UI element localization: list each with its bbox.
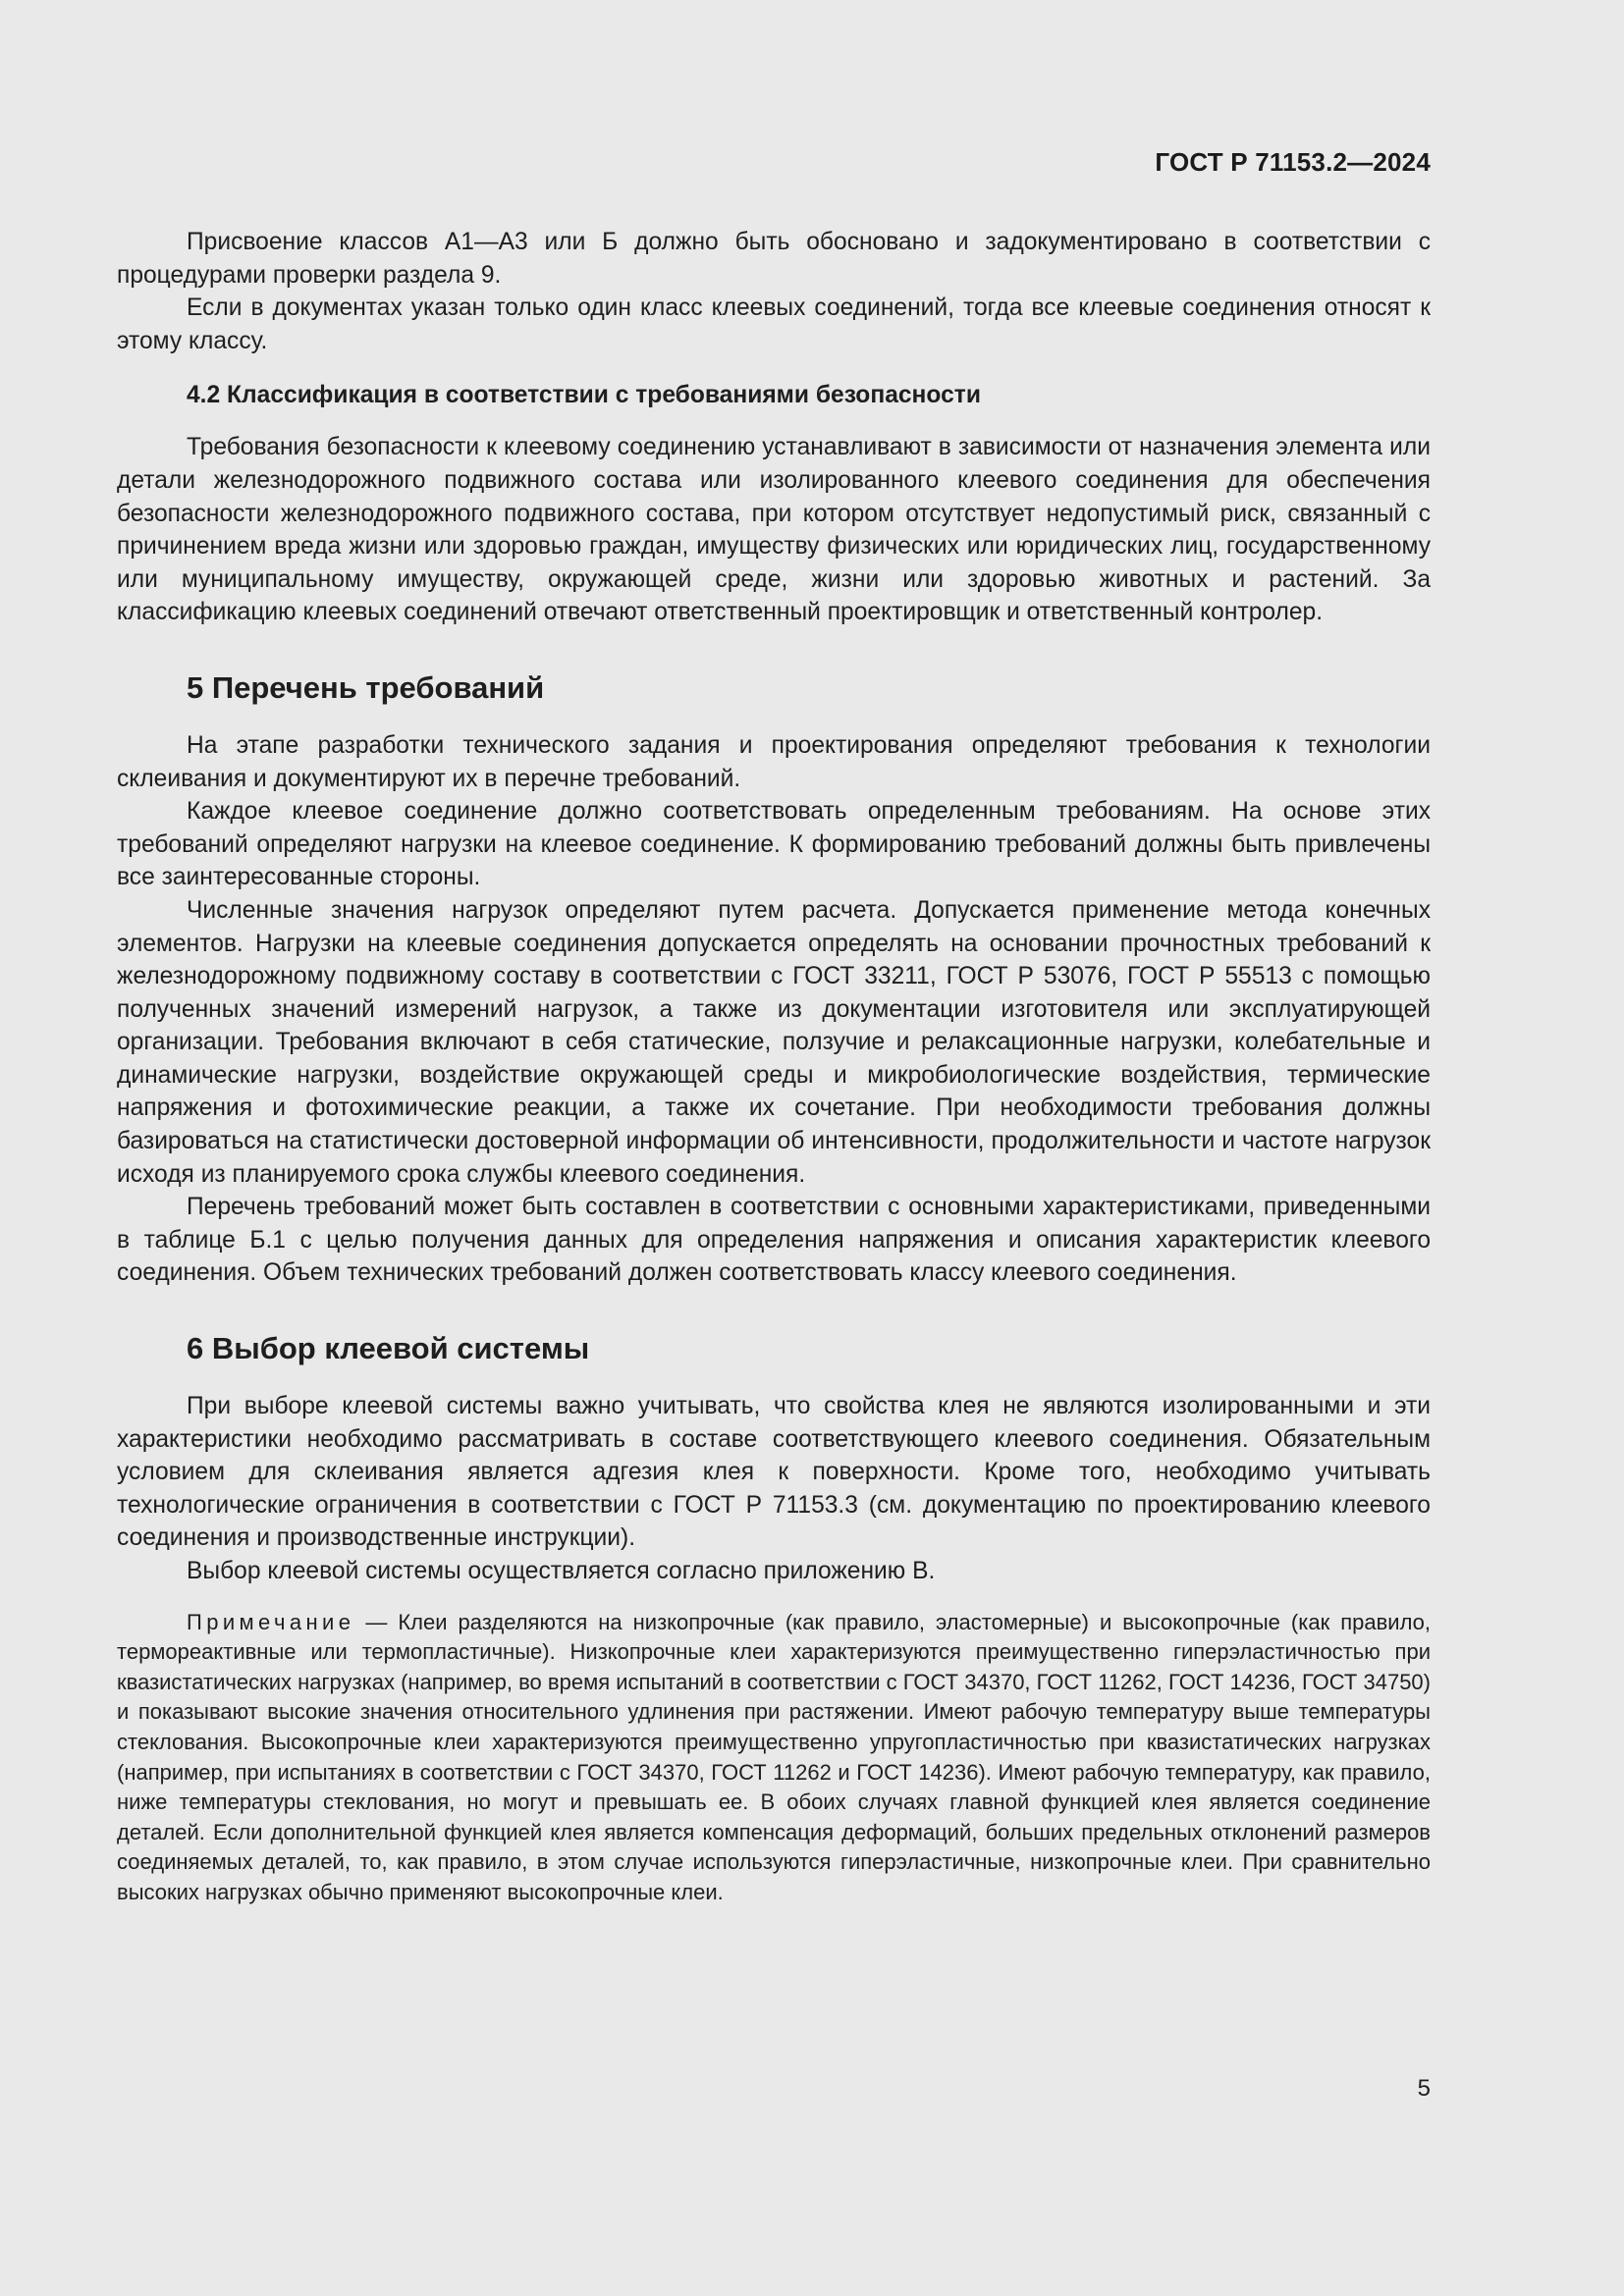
section-6-paragraph-1: При выборе клеевой системы важно учитывать, что свойства клея не являются изолированными и эти характеристики необходимо рассматривать в составе соответствующего клеевого соединения. Обязательным условием для склеивания является адгезия клея к поверхности. Кроме того, необходимо учитывать технологические ограничения в соответствии с ГОСТ Р 71153.3 (см. документацию по проектированию клеевого соединения и производственные инструкции). bbox=[117, 1393, 1431, 1552]
page-number: 5 bbox=[1417, 2075, 1431, 2102]
section-6-paragraph-2: Выбор клеевой системы осуществляется согласно приложению В. bbox=[187, 1558, 936, 1584]
document-id-header: ГОСТ Р 71153.2—2024 bbox=[1155, 147, 1431, 177]
section-5-paragraph-2: Каждое клеевое соединение должно соответствовать определенным требованиям. На основе этих требований определяют нагрузки на клеевое соединение. К формированию требований должны быть привлечены все заинтересованные стороны. bbox=[117, 798, 1431, 891]
subsection-heading-4-2: 4.2 Классификация в соответствии с требованиями безопасности bbox=[187, 382, 981, 409]
page-body bbox=[117, 226, 1431, 1908]
note-label: Примечание bbox=[187, 1609, 355, 1634]
section-5-paragraph-3: Численные значения нагрузок определяют путем расчета. Допускается применение метода конечных элементов. Нагрузки на клеевые соединения допускается определять на основании прочностных требований к железнодорожному подвижному составу в соответствии с ГОСТ 33211, ГОСТ Р 53076, ГОСТ Р 55513 с помощью полученных значений измерений нагрузок, а также из документации изготовителя или эксплуатирующей организации. Требования включают в себя статические, ползучие и релаксационные нагрузки, колебательные и динамические нагрузки, воздействие окружающей среды и микробиологические воздействия, термические напряжения и фотохимические реакции, а также их сочетание. При необходимости требования должны базироваться на статистически достоверной информации об интенсивности, продолжительности и частоте нагрузок исходя из планируемого срока службы клеевого соединения. bbox=[117, 896, 1431, 1188]
note-text: — Клеи разделяются на низкопрочные (как правило, эластомерные) и высокопрочные (как правило, термореактивные или термопластичные). Низкопрочные клеи характеризуются преимущественно гиперэластичностью при квазистатических нагрузках (например, во время испытаний в соответствии с ГОСТ 34370, ГОСТ 11262, ГОСТ 14236, ГОСТ 34750) и показывают высокие значения относительного удлинения при растяжении. Имеют рабочую температуру выше температуры стеклования. Высокопрочные клеи характеризуются преимущественно упругопластичностью при квазистатических нагрузках (например, при испытаниях в соответствии с ГОСТ 34370, ГОСТ 11262 и ГОСТ 14236). Имеют рабочую температуру, как правило, ниже температуры стеклования, но могут и превышать ее. В обоих случаях главной функцией клея является соединение деталей. Если дополнительной функцией клея является компенсация деформаций, больших предельных отклонений размеров соединяемых деталей, то, как правило, в этом случае используются гиперэластичные, низкопрочные клеи. При сравнительно высоких нагрузках обычно применяют высокопрочные клеи. bbox=[117, 1609, 1431, 1904]
section-5-paragraph-4: Перечень требований может быть составлен в соответствии с основными характеристиками, приведенными в таблице Б.1 с целью получения данных для определения напряжения и описания характеристик клеевого соединения. Объем технических требований должен соответствовать классу клеевого соединения. bbox=[117, 1194, 1431, 1287]
section-heading-5: 5 Перечень требований bbox=[187, 669, 545, 705]
note-paragraph bbox=[117, 1608, 1431, 1908]
section-5-paragraph-1: На этапе разработки технического задания и проектирования определяют требования к технологии склеивания и документируют их в перечне требований. bbox=[117, 731, 1431, 792]
subsection-4-2-paragraph: Требования безопасности к клеевому соединению устанавливают в зависимости от назначения элемента или детали железнодорожного подвижного состава или изолированного клеевого соединения для обеспечения безопасности железнодорожного подвижного состава, при котором отсутствует недопустимый риск, связанный с причинением вреда жизни или здоровью граждан, имуществу физических или юридических лиц, государственному или муниципальному имуществу, окружающей среде, жизни или здоровью животных и растений. За классификацию клеевых соединений отвечают ответственный проектировщик и ответственный контролер. bbox=[117, 434, 1431, 626]
intro-paragraph-1: Присвоение классов А1—А3 или Б должно быть обосновано и задокументировано в соответствии с процедурами проверки раздела 9. bbox=[117, 229, 1431, 289]
intro-paragraph-2: Если в документах указан только один класс клеевых соединений, тогда все клеевые соединения относят к этому классу. bbox=[117, 294, 1431, 354]
section-heading-6: 6 Выбор клеевой системы bbox=[187, 1331, 590, 1366]
